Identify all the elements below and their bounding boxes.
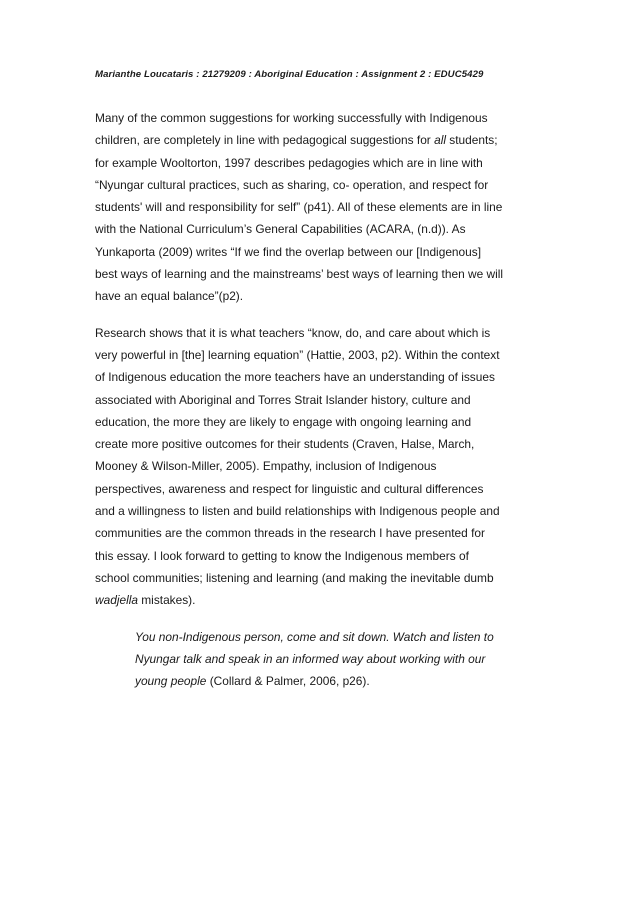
text-line: for example Wooltorton, 1997 describes pedagogies which are in line with	[95, 155, 483, 170]
block-quote	[135, 626, 545, 693]
text-line: Mooney & Wilson-Miller, 2005). Empathy, inclusion of Indigenous	[95, 459, 437, 474]
quote-line: You non-Indigenous person, come and sit down. Watch and listen to	[135, 629, 494, 644]
document-body	[95, 107, 545, 692]
text-line: education, the more they are likely to engage with ongoing learning and	[95, 414, 472, 429]
text-line: Yunkaporta (2009) writes “If we find the overlap between our [Indigenous]	[95, 244, 482, 259]
citation-text: (Collard & Palmer, 2006, p26).	[206, 674, 370, 689]
text-line: have an equal balance”(p2).	[95, 289, 244, 304]
text-line: “Nyungar cultural practices, such as sharing, co- operation, and respect for	[95, 177, 489, 192]
quote-line: Nyungar talk and speak in an informed way about working with our	[135, 651, 486, 666]
text-span: students;	[445, 133, 498, 148]
text-line: school communities; listening and learning (and making the inevitable dumb	[95, 570, 494, 585]
text-line	[95, 129, 545, 151]
text-line: associated with Aboriginal and Torres Strait Islander history, culture and	[95, 392, 471, 407]
page-header: Marianthe Loucataris : 21279209 : Aboriginal Education : Assignment 2 : EDUC5429	[95, 69, 484, 80]
text-line: communities are the common threads in the research I have presented for	[95, 526, 485, 541]
emphasis-text: all	[434, 133, 446, 148]
emphasis-text: wadjella	[95, 593, 138, 608]
text-line: perspectives, awareness and respect for linguistic and cultural differences	[95, 481, 484, 496]
text-span: mistakes).	[137, 593, 196, 608]
text-line: Research shows that it is what teachers “know, do, and care about which is	[95, 325, 491, 340]
text-line: Many of the common suggestions for working successfully with Indigenous	[95, 111, 488, 125]
text-line: of Indigenous education the more teachers have an understanding of issues	[95, 370, 495, 385]
text-line: and a willingness to listen and build relationships with Indigenous people and	[95, 504, 500, 519]
text-line: this essay. I look forward to getting to know the Indigenous members of	[95, 548, 469, 563]
paragraph-2	[95, 322, 545, 612]
text-span: children, are completely in line with pedagogical suggestions for	[95, 133, 435, 148]
emphasis-text: young people	[135, 674, 207, 689]
text-line: best ways of learning and the mainstreams’ best ways of learning then we will	[95, 267, 504, 282]
text-line: students' will and responsibility for self” (p41). All of these elements are in line	[95, 200, 503, 215]
quote-line	[135, 670, 545, 692]
text-line	[95, 589, 545, 611]
text-line: very powerful in [the] learning equation” (Hattie, 2003, p2). Within the context	[95, 347, 500, 362]
text-line: with the National Curriculum’s General Capabilities (ACARA, (n.d)). As	[95, 222, 466, 237]
text-line: create more positive outcomes for their students (Craven, Halse, March,	[95, 437, 475, 452]
paragraph-1	[95, 107, 545, 308]
